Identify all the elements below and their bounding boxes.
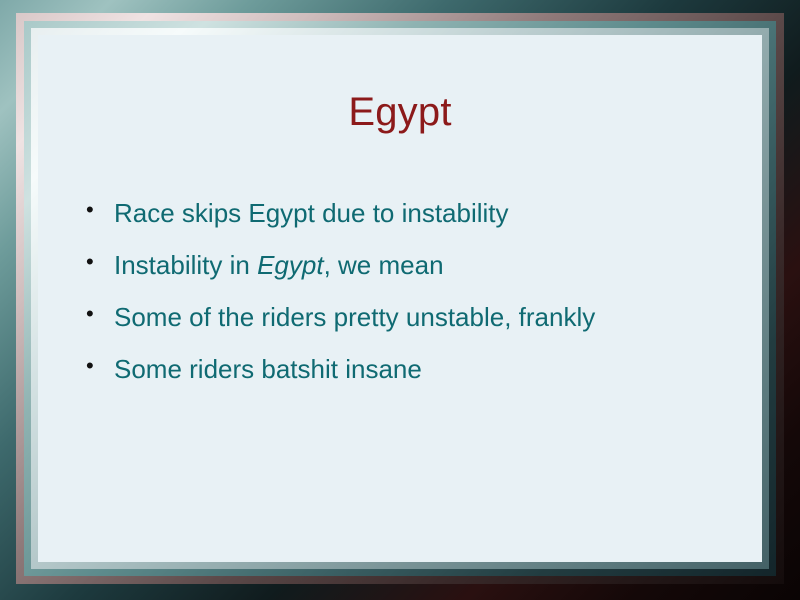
- list-item: [78, 304, 732, 330]
- bullet-list: [78, 200, 732, 408]
- list-item: [78, 356, 732, 382]
- bullet-text-pre: Some of the riders pretty unstable, frankly: [114, 302, 596, 332]
- list-item: [78, 252, 732, 278]
- frame-ring-middle: [24, 21, 776, 576]
- bullet-text-pre: Some riders batshit insane: [114, 354, 422, 384]
- list-item: [78, 200, 732, 226]
- frame-ring-inner: [31, 28, 769, 569]
- bullet-text-pre: Instability in: [114, 250, 258, 280]
- slide-canvas: [38, 35, 762, 562]
- bullet-text-emphasis: Egypt: [257, 250, 324, 280]
- frame-ring-outer: [16, 13, 784, 584]
- slide-title: Egypt: [348, 89, 452, 134]
- bullet-text-pre: Race skips Egypt due to instability: [114, 198, 509, 228]
- bullet-text-post: , we mean: [323, 250, 444, 280]
